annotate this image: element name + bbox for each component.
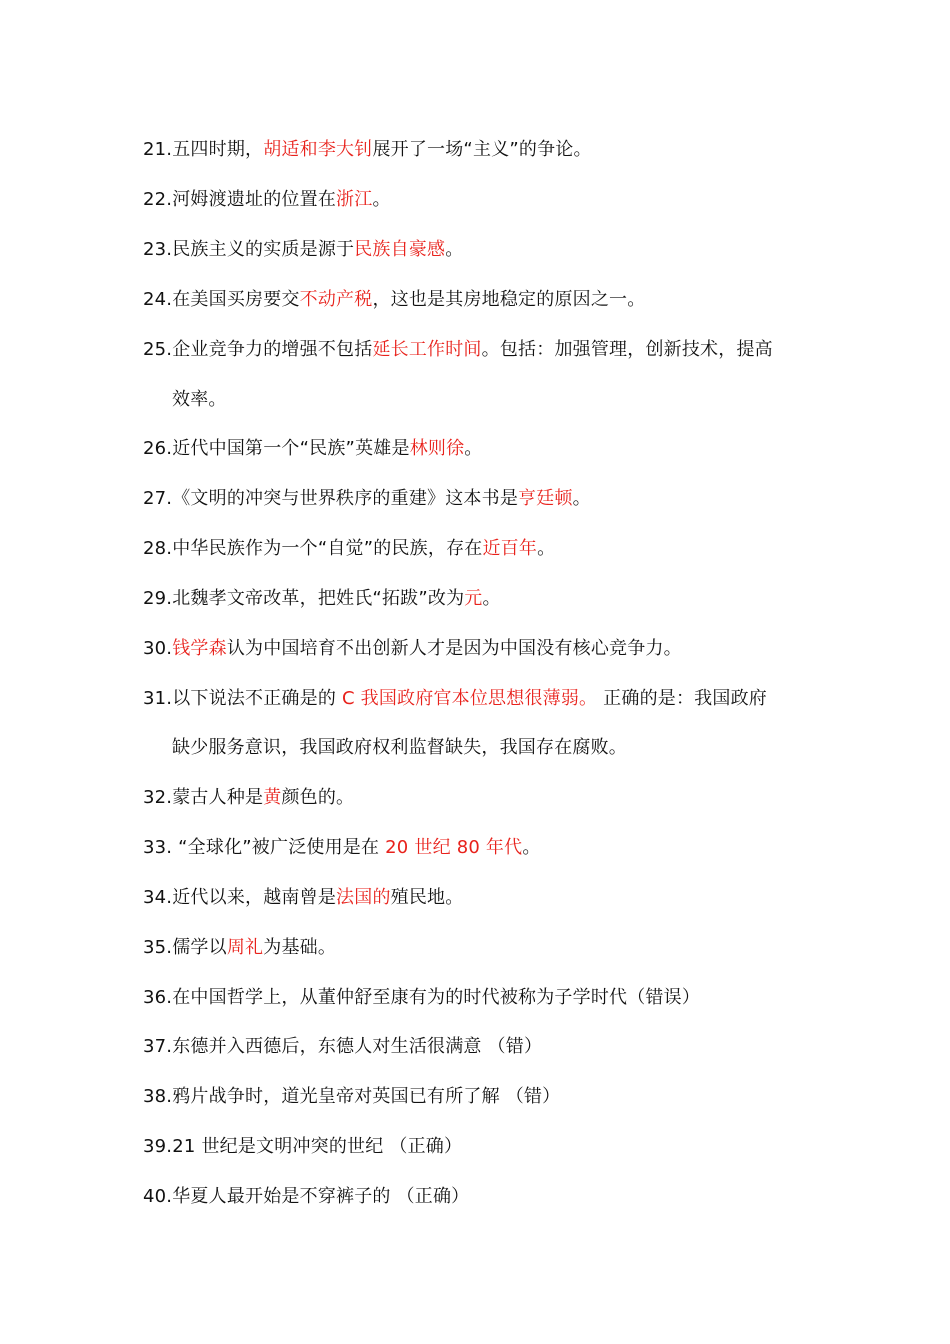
question-text: 。 bbox=[572, 488, 591, 509]
question-text: 21 世纪是文明冲突的世纪 （正确） bbox=[172, 1136, 463, 1157]
question-number: 36. bbox=[143, 987, 173, 1008]
question-text: 《文明的冲突与世界秩序的重建》这本书是 bbox=[172, 488, 519, 509]
question-text: 殖民地。 bbox=[390, 887, 464, 908]
answer-highlight: 亨廷顿 bbox=[518, 488, 573, 509]
question-text: 缺少服务意识，我国政府权利监督缺失，我国存在腐败。 bbox=[172, 737, 627, 758]
question-text: ，这也是其房地稳定的原因之一。 bbox=[372, 289, 646, 310]
question-text: 鸦片战争时，道光皇帝对英国已有所了解 （错） bbox=[172, 1086, 561, 1107]
question-text: 儒学以 bbox=[172, 937, 227, 958]
question-line bbox=[143, 1032, 542, 1062]
question-text: 近代中国第一个“民族”英雄是 bbox=[172, 438, 410, 459]
question-number: 28. bbox=[143, 538, 173, 559]
question-line bbox=[143, 783, 354, 813]
question-line bbox=[143, 285, 645, 315]
answer-highlight: 周礼 bbox=[226, 937, 264, 958]
question-text: 展开了一场“主义”的争论。 bbox=[372, 139, 592, 160]
question-number: 25. bbox=[143, 339, 173, 360]
question-text: 为基础。 bbox=[263, 937, 337, 958]
question-number: 32. bbox=[143, 787, 173, 808]
question-line bbox=[143, 235, 463, 265]
question-number: 39. bbox=[143, 1136, 173, 1157]
question-line bbox=[143, 833, 541, 863]
question-number: 24. bbox=[143, 289, 173, 310]
question-number: 38. bbox=[143, 1086, 173, 1107]
question-line bbox=[143, 634, 682, 664]
answer-highlight: 钱学森 bbox=[172, 638, 227, 659]
question-text: 五四时期， bbox=[172, 139, 264, 160]
question-continuation-line bbox=[172, 385, 227, 415]
question-line bbox=[143, 185, 391, 215]
question-text: 近代以来，越南曾是 bbox=[172, 887, 337, 908]
question-text: “全球化”被广泛使用是在 bbox=[172, 837, 380, 858]
answer-highlight: 元 bbox=[464, 588, 483, 609]
question-text: 颜色的。 bbox=[281, 787, 355, 808]
question-number: 31. bbox=[143, 688, 173, 709]
question-number: 27. bbox=[143, 488, 173, 509]
question-text: 蒙古人种是 bbox=[172, 787, 264, 808]
question-text: 在中国哲学上，从董仲舒至康有为的时代被称为子学时代（错误） bbox=[172, 987, 701, 1008]
question-number: 30. bbox=[143, 638, 173, 659]
question-text: 。 bbox=[537, 538, 556, 559]
question-number: 22. bbox=[143, 189, 173, 210]
answer-highlight: 民族自豪感 bbox=[354, 239, 446, 260]
question-line bbox=[143, 1132, 462, 1162]
question-text: 效率。 bbox=[172, 389, 227, 410]
answer-highlight: 黄 bbox=[263, 787, 282, 808]
question-text: 。 bbox=[372, 189, 391, 210]
question-text: 在美国买房要交 bbox=[172, 289, 300, 310]
answer-highlight: 林则徐 bbox=[409, 438, 465, 459]
question-text: 民族主义的实质是源于 bbox=[172, 239, 355, 260]
question-text: 中华民族作为一个“自觉”的民族，存在 bbox=[172, 538, 483, 559]
question-text: 以下说法不正确是的 bbox=[172, 688, 337, 709]
answer-highlight: 近百年 bbox=[482, 538, 538, 559]
question-number: 34. bbox=[143, 887, 173, 908]
question-text: 。 bbox=[482, 588, 501, 609]
question-text: 河姆渡遗址的位置在 bbox=[172, 189, 337, 210]
question-text: 认为中国培育不出创新人才是因为中国没有核心竞争力。 bbox=[226, 638, 682, 659]
answer-highlight: 延长工作时间 bbox=[372, 339, 482, 360]
question-number: 26. bbox=[143, 438, 173, 459]
question-number: 29. bbox=[143, 588, 173, 609]
question-line bbox=[143, 983, 700, 1013]
answer-highlight: 不动产税 bbox=[299, 289, 373, 310]
question-text: 。包括：加强管理，创新技术，提高 bbox=[481, 339, 773, 360]
question-text: 东德并入西德后，东德人对生活很满意 （错） bbox=[172, 1036, 543, 1057]
answer-highlight: C 我国政府官本位思想很薄弱。 bbox=[336, 688, 598, 709]
question-line bbox=[143, 1082, 560, 1112]
question-text: 。 bbox=[445, 239, 464, 260]
question-text: 正确的是：我国政府 bbox=[597, 688, 767, 709]
question-number: 40. bbox=[143, 1186, 173, 1207]
question-line bbox=[143, 933, 336, 963]
question-line bbox=[143, 135, 592, 165]
question-line bbox=[143, 584, 501, 614]
answer-highlight: 20 世纪 80 年代 bbox=[379, 837, 523, 858]
question-continuation-line bbox=[172, 733, 627, 763]
question-line bbox=[143, 1182, 469, 1212]
question-number: 37. bbox=[143, 1036, 173, 1057]
answer-highlight: 法国的 bbox=[336, 887, 391, 908]
question-text: 。 bbox=[522, 837, 541, 858]
question-line bbox=[143, 484, 591, 514]
question-number: 35. bbox=[143, 937, 173, 958]
question-text: 华夏人最开始是不穿裤子的 （正确） bbox=[172, 1186, 470, 1207]
question-number: 23. bbox=[143, 239, 173, 260]
answer-highlight: 胡适和李大钊 bbox=[263, 139, 373, 160]
question-line bbox=[143, 534, 555, 564]
question-line bbox=[143, 335, 773, 365]
question-text: 企业竞争力的增强不包括 bbox=[172, 339, 373, 360]
question-text: 北魏孝文帝改革，把姓氏“拓跋”改为 bbox=[172, 588, 465, 609]
question-number: 21. bbox=[143, 139, 173, 160]
question-number: 33. bbox=[143, 837, 173, 858]
question-line bbox=[143, 684, 767, 714]
question-line bbox=[143, 883, 463, 913]
answer-highlight: 浙江 bbox=[336, 189, 373, 210]
question-line bbox=[143, 434, 483, 464]
question-text: 。 bbox=[464, 438, 483, 459]
